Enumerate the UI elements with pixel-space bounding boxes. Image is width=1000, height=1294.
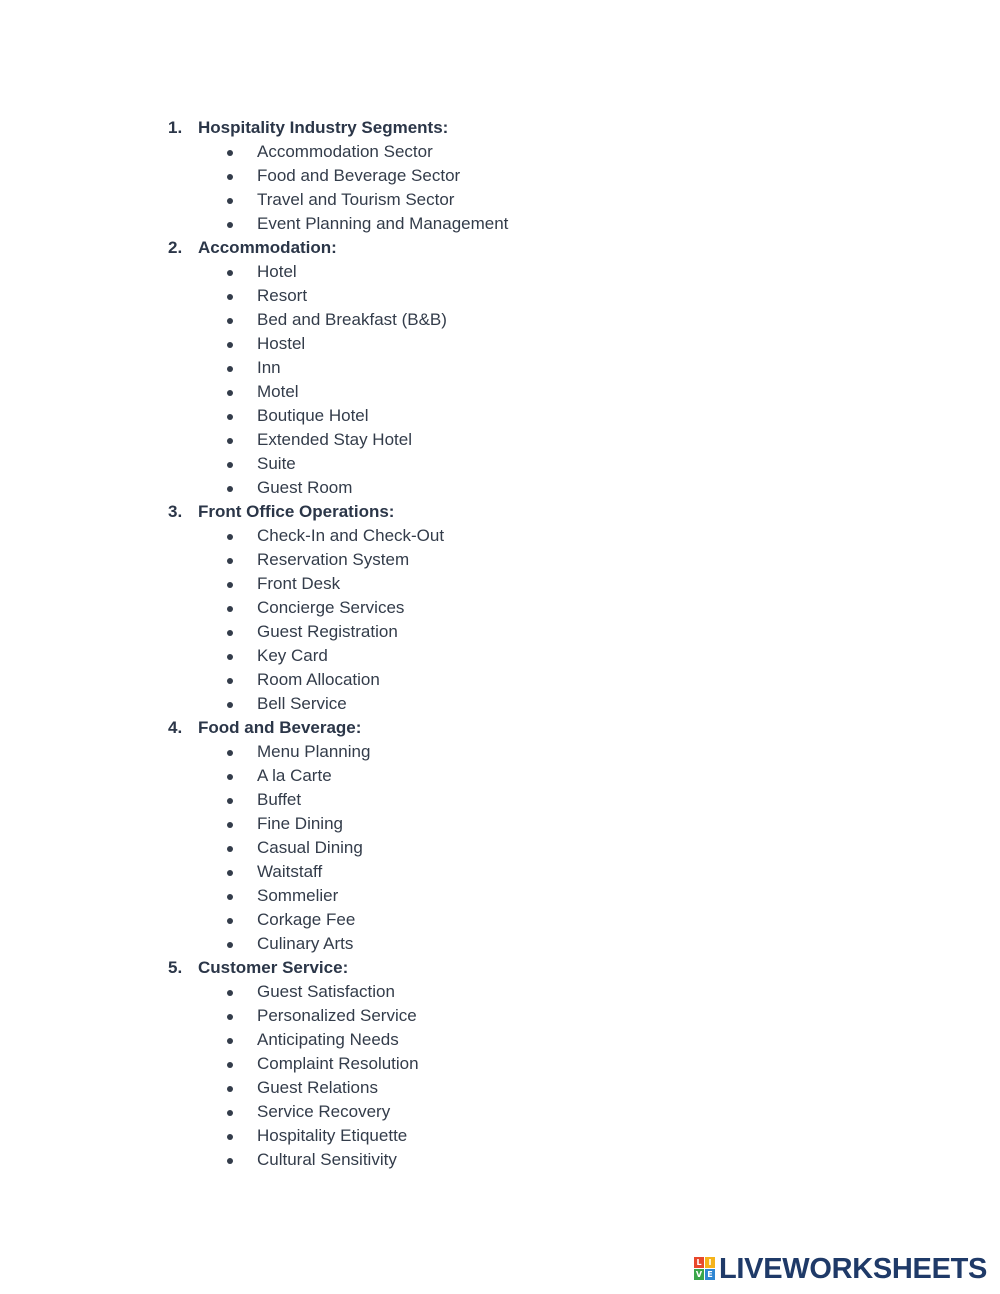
bullet-icon bbox=[227, 1110, 233, 1116]
bullet-icon bbox=[227, 750, 233, 756]
list-item bbox=[0, 356, 1000, 380]
list-item bbox=[0, 740, 1000, 764]
bullet-icon bbox=[227, 174, 233, 180]
list-item-text: Casual Dining bbox=[257, 838, 363, 857]
list-item bbox=[0, 572, 1000, 596]
bullet-icon bbox=[227, 1014, 233, 1020]
list-item-text: Complaint Resolution bbox=[257, 1054, 419, 1073]
list-item-text: Suite bbox=[257, 454, 296, 473]
section-title: Customer Service: bbox=[198, 958, 349, 977]
list-item bbox=[0, 452, 1000, 476]
list-item bbox=[0, 788, 1000, 812]
list-item-text: Accommodation Sector bbox=[257, 142, 433, 161]
logo-letter: V bbox=[695, 1270, 703, 1279]
list-item-text: Resort bbox=[257, 286, 308, 305]
section-heading bbox=[0, 236, 1000, 260]
list-item-text: Menu Planning bbox=[257, 742, 371, 761]
section-heading bbox=[0, 116, 1000, 140]
list-item bbox=[0, 1052, 1000, 1076]
bullet-icon bbox=[227, 1038, 233, 1044]
list-item bbox=[0, 380, 1000, 404]
list-item bbox=[0, 812, 1000, 836]
section-title: Front Office Operations: bbox=[198, 502, 395, 521]
list-item bbox=[0, 1028, 1000, 1052]
list-item bbox=[0, 308, 1000, 332]
bullet-icon bbox=[227, 366, 233, 372]
bullet-icon bbox=[227, 1086, 233, 1092]
section-title: Food and Beverage: bbox=[198, 718, 362, 737]
list-item bbox=[0, 932, 1000, 956]
list-item bbox=[0, 332, 1000, 356]
logo-letter: E bbox=[705, 1269, 715, 1280]
list-item bbox=[0, 836, 1000, 860]
list-item bbox=[0, 1100, 1000, 1124]
list-item-text: Inn bbox=[257, 358, 281, 377]
list-item bbox=[0, 692, 1000, 716]
list-item-text: Service Recovery bbox=[257, 1102, 391, 1121]
list-item-text: Fine Dining bbox=[257, 814, 343, 833]
list-item-text: Boutique Hotel bbox=[257, 406, 369, 425]
section-title: Accommodation: bbox=[198, 238, 337, 257]
list-item bbox=[0, 596, 1000, 620]
bullet-icon bbox=[227, 1134, 233, 1140]
list-item bbox=[0, 1148, 1000, 1172]
bullet-icon bbox=[227, 294, 233, 300]
bullet-icon bbox=[227, 894, 233, 900]
bullet-icon bbox=[227, 702, 233, 708]
bullet-icon bbox=[227, 486, 233, 492]
bullet-icon bbox=[227, 630, 233, 636]
logo-letter: L bbox=[694, 1257, 704, 1268]
bullet-icon bbox=[227, 318, 233, 324]
list-item bbox=[0, 212, 1000, 236]
section-customer-service bbox=[0, 956, 1000, 1172]
bullet-icon bbox=[227, 606, 233, 612]
bullet-icon bbox=[227, 918, 233, 924]
bullet-icon bbox=[227, 870, 233, 876]
logo-letter: I bbox=[705, 1257, 715, 1268]
list-item bbox=[0, 404, 1000, 428]
section-number: 3. bbox=[168, 502, 183, 521]
bullet-icon bbox=[227, 990, 233, 996]
list-item bbox=[0, 644, 1000, 668]
bullet-icon bbox=[227, 438, 233, 444]
bullet-icon bbox=[227, 558, 233, 564]
section-hospitality-industry-segments bbox=[0, 116, 1000, 236]
bullet-icon bbox=[227, 198, 233, 204]
logo-text: LIVEWORKSHEETS bbox=[719, 1253, 988, 1285]
list-item-text: A la Carte bbox=[257, 766, 332, 785]
list-item-text: Guest Relations bbox=[257, 1078, 378, 1097]
list-item-text: Travel and Tourism Sector bbox=[257, 190, 455, 209]
list-item bbox=[0, 1076, 1000, 1100]
list-item-text: Key Card bbox=[257, 646, 328, 665]
bullet-icon bbox=[227, 342, 233, 348]
list-item-text: Concierge Services bbox=[257, 598, 405, 617]
bullet-icon bbox=[227, 390, 233, 396]
section-accommodation bbox=[0, 236, 1000, 500]
bullet-icon bbox=[227, 222, 233, 228]
section-number: 2. bbox=[168, 238, 183, 257]
list-item bbox=[0, 140, 1000, 164]
bullet-icon bbox=[227, 534, 233, 540]
list-item-text: Hotel bbox=[257, 262, 297, 281]
bullet-icon bbox=[227, 774, 233, 780]
section-heading bbox=[0, 956, 1000, 980]
list-item bbox=[0, 1124, 1000, 1148]
list-item bbox=[0, 884, 1000, 908]
list-item-text: Culinary Arts bbox=[257, 934, 354, 953]
list-item bbox=[0, 980, 1000, 1004]
section-number: 5. bbox=[168, 958, 183, 977]
list-item-text: Waitstaff bbox=[257, 862, 323, 881]
list-item-text: Bed and Breakfast (B&B) bbox=[257, 310, 447, 329]
list-item-text: Motel bbox=[257, 382, 299, 401]
list-item bbox=[0, 164, 1000, 188]
list-item-text: Front Desk bbox=[257, 574, 341, 593]
bullet-icon bbox=[227, 846, 233, 852]
section-number: 4. bbox=[168, 718, 183, 737]
bullet-icon bbox=[227, 582, 233, 588]
list-item bbox=[0, 620, 1000, 644]
list-item bbox=[0, 548, 1000, 572]
logo-mark-icon bbox=[694, 1257, 716, 1281]
list-item bbox=[0, 188, 1000, 212]
list-item-text: Event Planning and Management bbox=[257, 214, 509, 233]
list-item-text: Hostel bbox=[257, 334, 306, 353]
bullet-icon bbox=[227, 654, 233, 660]
list-item-text: Guest Room bbox=[257, 478, 353, 497]
list-item bbox=[0, 764, 1000, 788]
list-item bbox=[0, 860, 1000, 884]
list-item bbox=[0, 260, 1000, 284]
bullet-icon bbox=[227, 678, 233, 684]
list-item-text: Extended Stay Hotel bbox=[257, 430, 412, 449]
list-item bbox=[0, 1004, 1000, 1028]
list-item-text: Check-In and Check-Out bbox=[257, 526, 445, 545]
list-item bbox=[0, 476, 1000, 500]
list-item-text: Room Allocation bbox=[257, 670, 380, 689]
section-number: 1. bbox=[168, 118, 183, 137]
list-item-text: Anticipating Needs bbox=[257, 1030, 399, 1049]
liveworksheets-logo[interactable] bbox=[694, 1255, 987, 1283]
bullet-icon bbox=[227, 1062, 233, 1068]
bullet-icon bbox=[227, 1158, 233, 1164]
bullet-icon bbox=[227, 462, 233, 468]
section-title: Hospitality Industry Segments: bbox=[198, 118, 449, 137]
list-item-text: Food and Beverage Sector bbox=[257, 166, 461, 185]
list-item-text: Guest Registration bbox=[257, 622, 398, 641]
worksheet-page bbox=[0, 116, 1000, 1172]
list-item-text: Reservation System bbox=[257, 550, 410, 569]
list-item bbox=[0, 428, 1000, 452]
section-heading bbox=[0, 716, 1000, 740]
bullet-icon bbox=[227, 798, 233, 804]
section-food-and-beverage bbox=[0, 716, 1000, 956]
list-item-text: Hospitality Etiquette bbox=[257, 1126, 408, 1145]
list-item-text: Guest Satisfaction bbox=[257, 982, 395, 1001]
list-item-text: Sommelier bbox=[257, 886, 339, 905]
list-item-text: Personalized Service bbox=[257, 1006, 417, 1025]
list-item bbox=[0, 908, 1000, 932]
bullet-icon bbox=[227, 942, 233, 948]
list-item-text: Corkage Fee bbox=[257, 910, 356, 929]
list-item-text: Buffet bbox=[257, 790, 302, 809]
list-item-text: Cultural Sensitivity bbox=[257, 1150, 397, 1169]
section-heading bbox=[0, 500, 1000, 524]
list-item-text: Bell Service bbox=[257, 694, 347, 713]
bullet-icon bbox=[227, 270, 233, 276]
bullet-icon bbox=[227, 150, 233, 156]
list-item bbox=[0, 284, 1000, 308]
section-front-office-operations bbox=[0, 500, 1000, 716]
list-item bbox=[0, 524, 1000, 548]
list-item bbox=[0, 668, 1000, 692]
bullet-icon bbox=[227, 414, 233, 420]
bullet-icon bbox=[227, 822, 233, 828]
